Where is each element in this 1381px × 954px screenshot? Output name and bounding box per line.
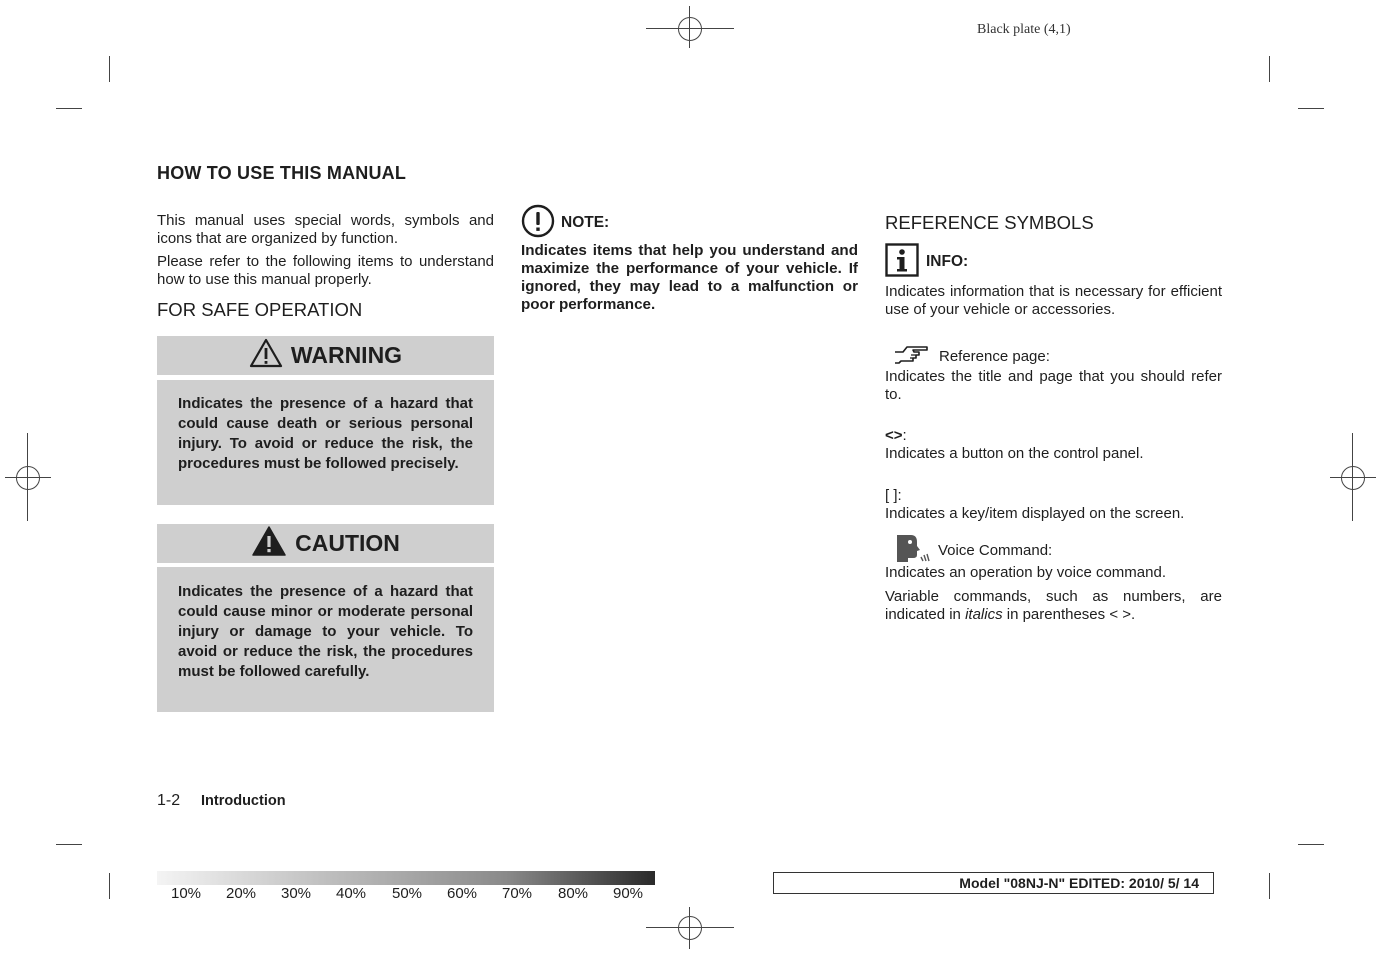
note-label: NOTE: [561, 214, 610, 231]
percent-label: 70% [502, 885, 533, 902]
caution-header [157, 524, 494, 563]
note-section [521, 207, 858, 314]
percent-label: 30% [281, 885, 312, 902]
intro-paragraph-1: This manual uses special words, symbols and icons that are organized by function. [157, 212, 494, 247]
square-bracket-label: [ ]: [885, 487, 902, 504]
percent-label: 40% [336, 885, 367, 902]
grayscale-bar [157, 871, 655, 885]
voice-command-label: Voice Command: [938, 541, 1053, 559]
percent-label: 10% [171, 885, 202, 902]
voice-command-text: Indicates an operation by voice command. [885, 564, 1166, 581]
caution-text: Indicates the presence of a hazard that could cause minor or moderate personal injury or damage to your vehicle. To avoid or reduce the risk, the procedures must be followed carefully. [178, 583, 473, 680]
percent-label: 80% [558, 885, 589, 902]
percent-label: 90% [613, 885, 644, 902]
intro-section [157, 212, 494, 321]
exclamation-circle-icon [521, 204, 555, 243]
page-number: 1-2 [157, 792, 181, 809]
percent-label: 60% [447, 885, 478, 902]
warning-body [157, 380, 494, 505]
percent-label: 50% [392, 885, 423, 902]
pointing-hand-icon [893, 344, 931, 369]
intro-paragraph-2: Please refer to the following items to understand how to use this manual properly. [157, 253, 494, 288]
plate-label: Black plate (4,1) [977, 22, 1071, 37]
reference-page-label: Reference page: [939, 347, 1050, 365]
angle-bracket-text: Indicates a button on the control panel. [885, 445, 1144, 462]
reference-heading: REFERENCE SYMBOLS [885, 212, 1094, 233]
info-text: Indicates information that is necessary for efficient use of your vehicle or accessories. [885, 283, 1222, 318]
reference-page-text: Indicates the title and page that you should refer to. [885, 368, 1222, 403]
angle-bracket-label: <>: [885, 427, 907, 444]
page-title: HOW TO USE THIS MANUAL [157, 163, 407, 183]
caution-label: CAUTION [295, 530, 400, 556]
caution-body [157, 567, 494, 712]
square-bracket-text: Indicates a key/item displayed on the screen. [885, 505, 1185, 522]
section-name: Introduction [201, 793, 286, 809]
warning-header [157, 336, 494, 375]
safe-operation-heading: FOR SAFE OPERATION [157, 299, 363, 320]
variable-commands-text: Variable commands, such as numbers, are indicated in italics in parentheses < >. [885, 588, 1222, 623]
warning-triangle-filled-icon [251, 525, 287, 562]
warning-label: WARNING [290, 342, 403, 368]
percent-label: 20% [226, 885, 257, 902]
model-edited-box: Model "08NJ-N" EDITED: 2010/ 5/ 14 [773, 872, 1214, 894]
info-label: INFO: [926, 253, 969, 270]
note-text: Indicates items that help you understand and maximize the performance of your vehicle. If ignored, they may lead to a malfunction or poor performance. [521, 242, 858, 313]
warning-text: Indicates the presence of a hazard that could cause death or serious personal injury. To avoid or reduce the risk, the procedures must be followed precisely. [178, 395, 473, 472]
reference-section [885, 212, 1222, 624]
voice-command-icon [893, 533, 931, 568]
info-box-icon [885, 243, 919, 282]
warning-triangle-outline-icon [249, 338, 283, 373]
